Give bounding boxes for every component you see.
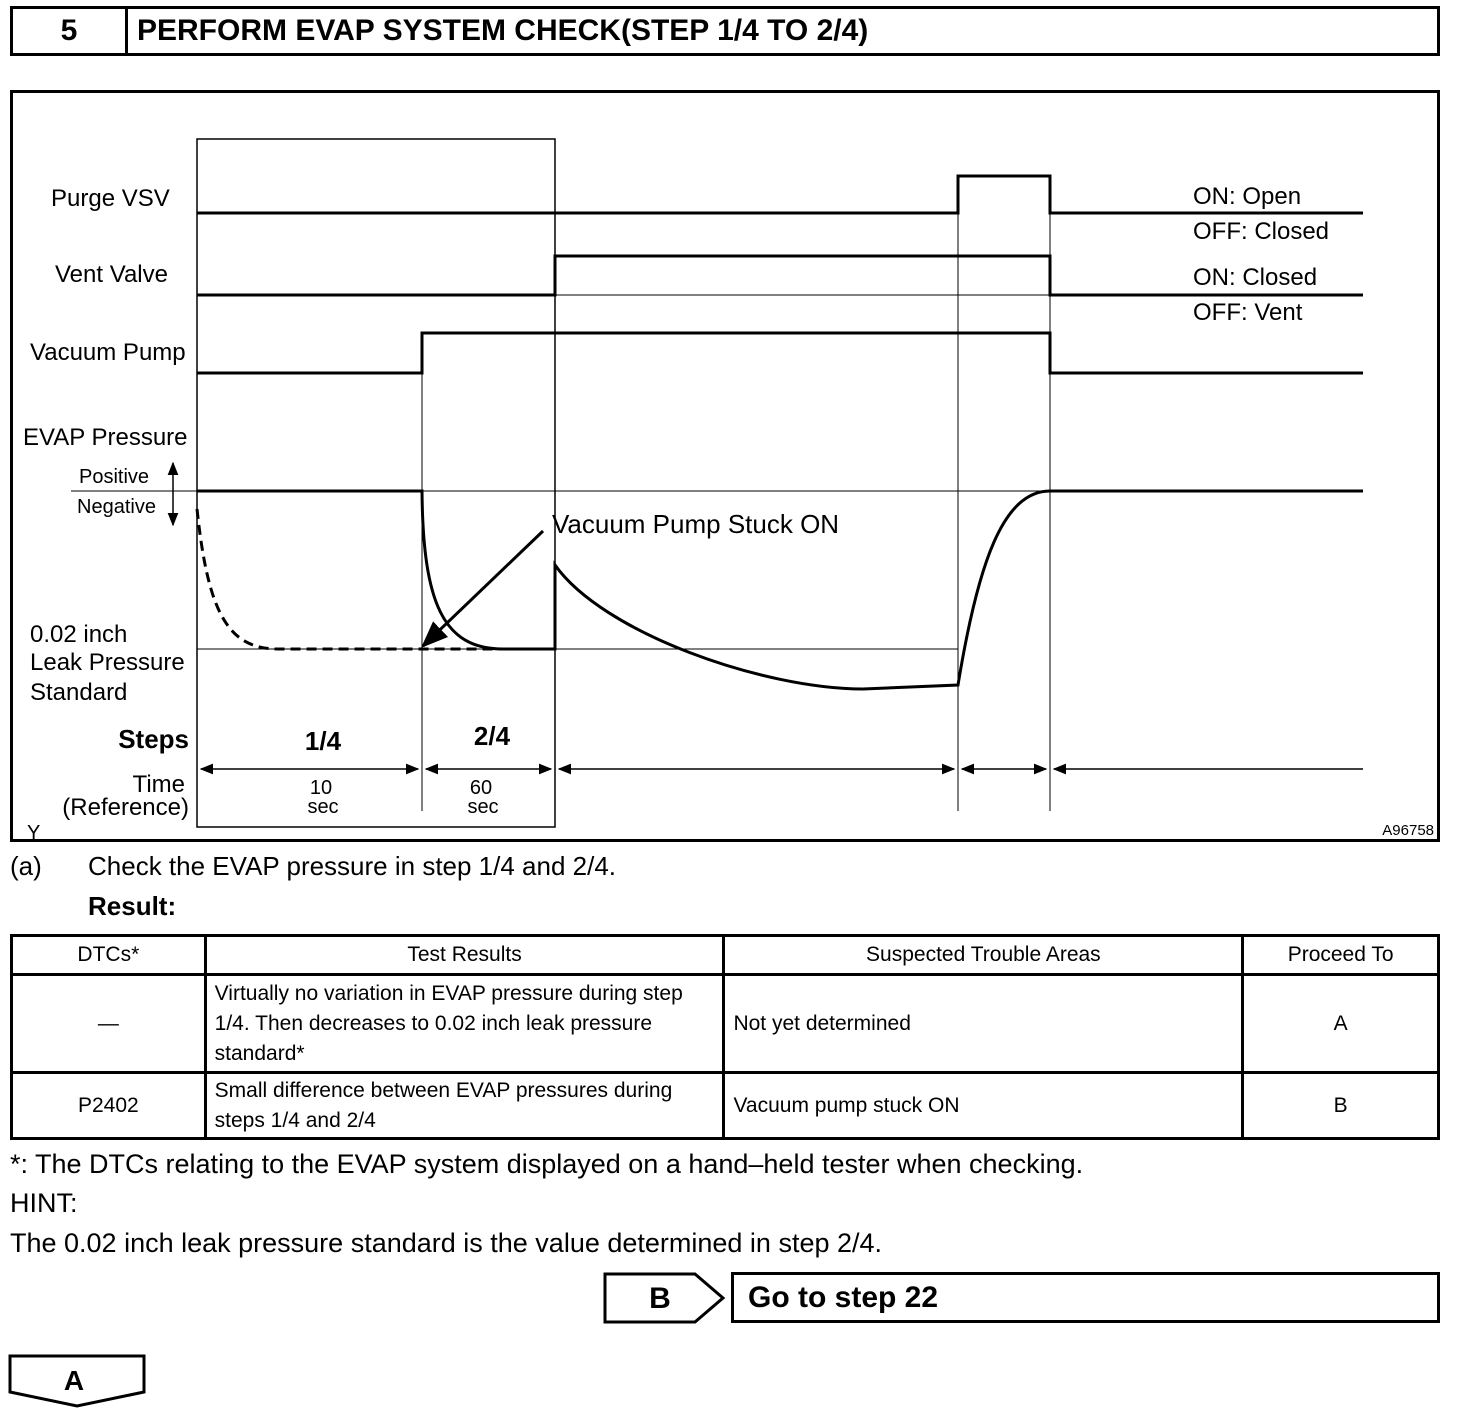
nav-b-arrow[interactable] bbox=[603, 1272, 727, 1324]
step-1-duration: 10 bbox=[309, 777, 333, 799]
figure-id: A96758 bbox=[1382, 822, 1434, 839]
label-purge-vsv: Purge VSV bbox=[51, 185, 170, 212]
header-dtcs: DTCs* bbox=[12, 936, 206, 975]
label-leak-1: 0.02 inch bbox=[30, 621, 128, 648]
hint-label: HINT: bbox=[10, 1188, 78, 1218]
instruction-marker: (a) bbox=[10, 851, 42, 881]
step-1-unit: sec bbox=[307, 796, 339, 818]
vacuum-pump-signal bbox=[197, 333, 1363, 373]
hint-text: The 0.02 inch leak pressure standard is the value determined in step 2/4. bbox=[10, 1228, 883, 1258]
evap-pressure-stuck-curve bbox=[197, 509, 503, 649]
nav-b-label: B bbox=[649, 1282, 671, 1315]
header-test-results: Test Results bbox=[205, 936, 724, 975]
go-to-step-button[interactable] bbox=[731, 1272, 1440, 1323]
table-row bbox=[12, 975, 1439, 1073]
row-2-result: Small difference between EVAP pressures during steps 1/4 and 2/4 bbox=[205, 1073, 724, 1139]
vent-off-state: OFF: Vent bbox=[1193, 299, 1303, 326]
timing-diagram-svg bbox=[10, 90, 1440, 842]
row-1-proceed: A bbox=[1243, 975, 1439, 1073]
step-2-label: 2/4 bbox=[473, 721, 511, 751]
instruction-text: Check the EVAP pressure in step 1/4 and 2/4. bbox=[88, 851, 617, 881]
vent-valve-signal bbox=[197, 256, 1363, 295]
header-proceed-to: Proceed To bbox=[1243, 936, 1439, 975]
go-to-step-label: Go to step 22 bbox=[748, 1281, 939, 1314]
label-negative: Negative bbox=[77, 496, 156, 518]
row-2-area: Vacuum pump stuck ON bbox=[724, 1073, 1243, 1139]
label-leak-2: Leak Pressure bbox=[30, 649, 185, 676]
step-2-unit: sec bbox=[467, 796, 499, 818]
row-1-area: Not yet determined bbox=[724, 975, 1243, 1073]
table-row bbox=[12, 1073, 1439, 1139]
purge-vsv-signal bbox=[197, 176, 1363, 213]
purge-off-state: OFF: Closed bbox=[1193, 218, 1330, 245]
label-vent-valve: Vent Valve bbox=[55, 261, 168, 288]
row-2-proceed: B bbox=[1243, 1073, 1439, 1139]
result-table bbox=[10, 934, 1440, 1140]
result-label: Result: bbox=[88, 891, 177, 921]
timing-diagram bbox=[10, 90, 1440, 842]
nav-a-arrow[interactable] bbox=[8, 1354, 148, 1410]
header-trouble-areas: Suspected Trouble Areas bbox=[724, 936, 1243, 975]
corner-mark: Y bbox=[27, 822, 41, 844]
row-1-dtc: — bbox=[12, 975, 206, 1073]
row-2-dtc: P2402 bbox=[12, 1073, 206, 1139]
row-1-result: Virtually no variation in EVAP pressure during step 1/4. Then decreases to 0.02 inch leak pressure standard* bbox=[205, 975, 724, 1073]
label-vacuum-pump: Vacuum Pump bbox=[30, 339, 186, 366]
label-steps: Steps bbox=[118, 724, 189, 754]
label-evap-pressure: EVAP Pressure bbox=[23, 424, 188, 451]
vent-on-state: ON: Closed bbox=[1193, 264, 1318, 291]
nav-a-label: A bbox=[63, 1365, 85, 1396]
step-header bbox=[10, 6, 1440, 56]
label-reference: (Reference) bbox=[62, 794, 189, 821]
label-time: Time bbox=[132, 771, 185, 798]
footnote: *: The DTCs relating to the EVAP system displayed on a hand–held tester when checking. bbox=[10, 1149, 1084, 1179]
step-2-duration: 60 bbox=[469, 777, 493, 799]
step-1-label: 1/4 bbox=[304, 726, 342, 756]
annotation-arrow bbox=[423, 531, 543, 646]
annotation-vacuum-stuck: Vacuum Pump Stuck ON bbox=[552, 509, 840, 539]
label-positive: Positive bbox=[79, 466, 150, 488]
label-leak-3: Standard bbox=[30, 679, 128, 706]
step-number: 5 bbox=[13, 9, 128, 53]
step-title: PERFORM EVAP SYSTEM CHECK(STEP 1/4 TO 2/4) bbox=[137, 14, 869, 47]
table-header-row bbox=[12, 936, 1439, 975]
purge-on-state: ON: Open bbox=[1193, 183, 1302, 210]
